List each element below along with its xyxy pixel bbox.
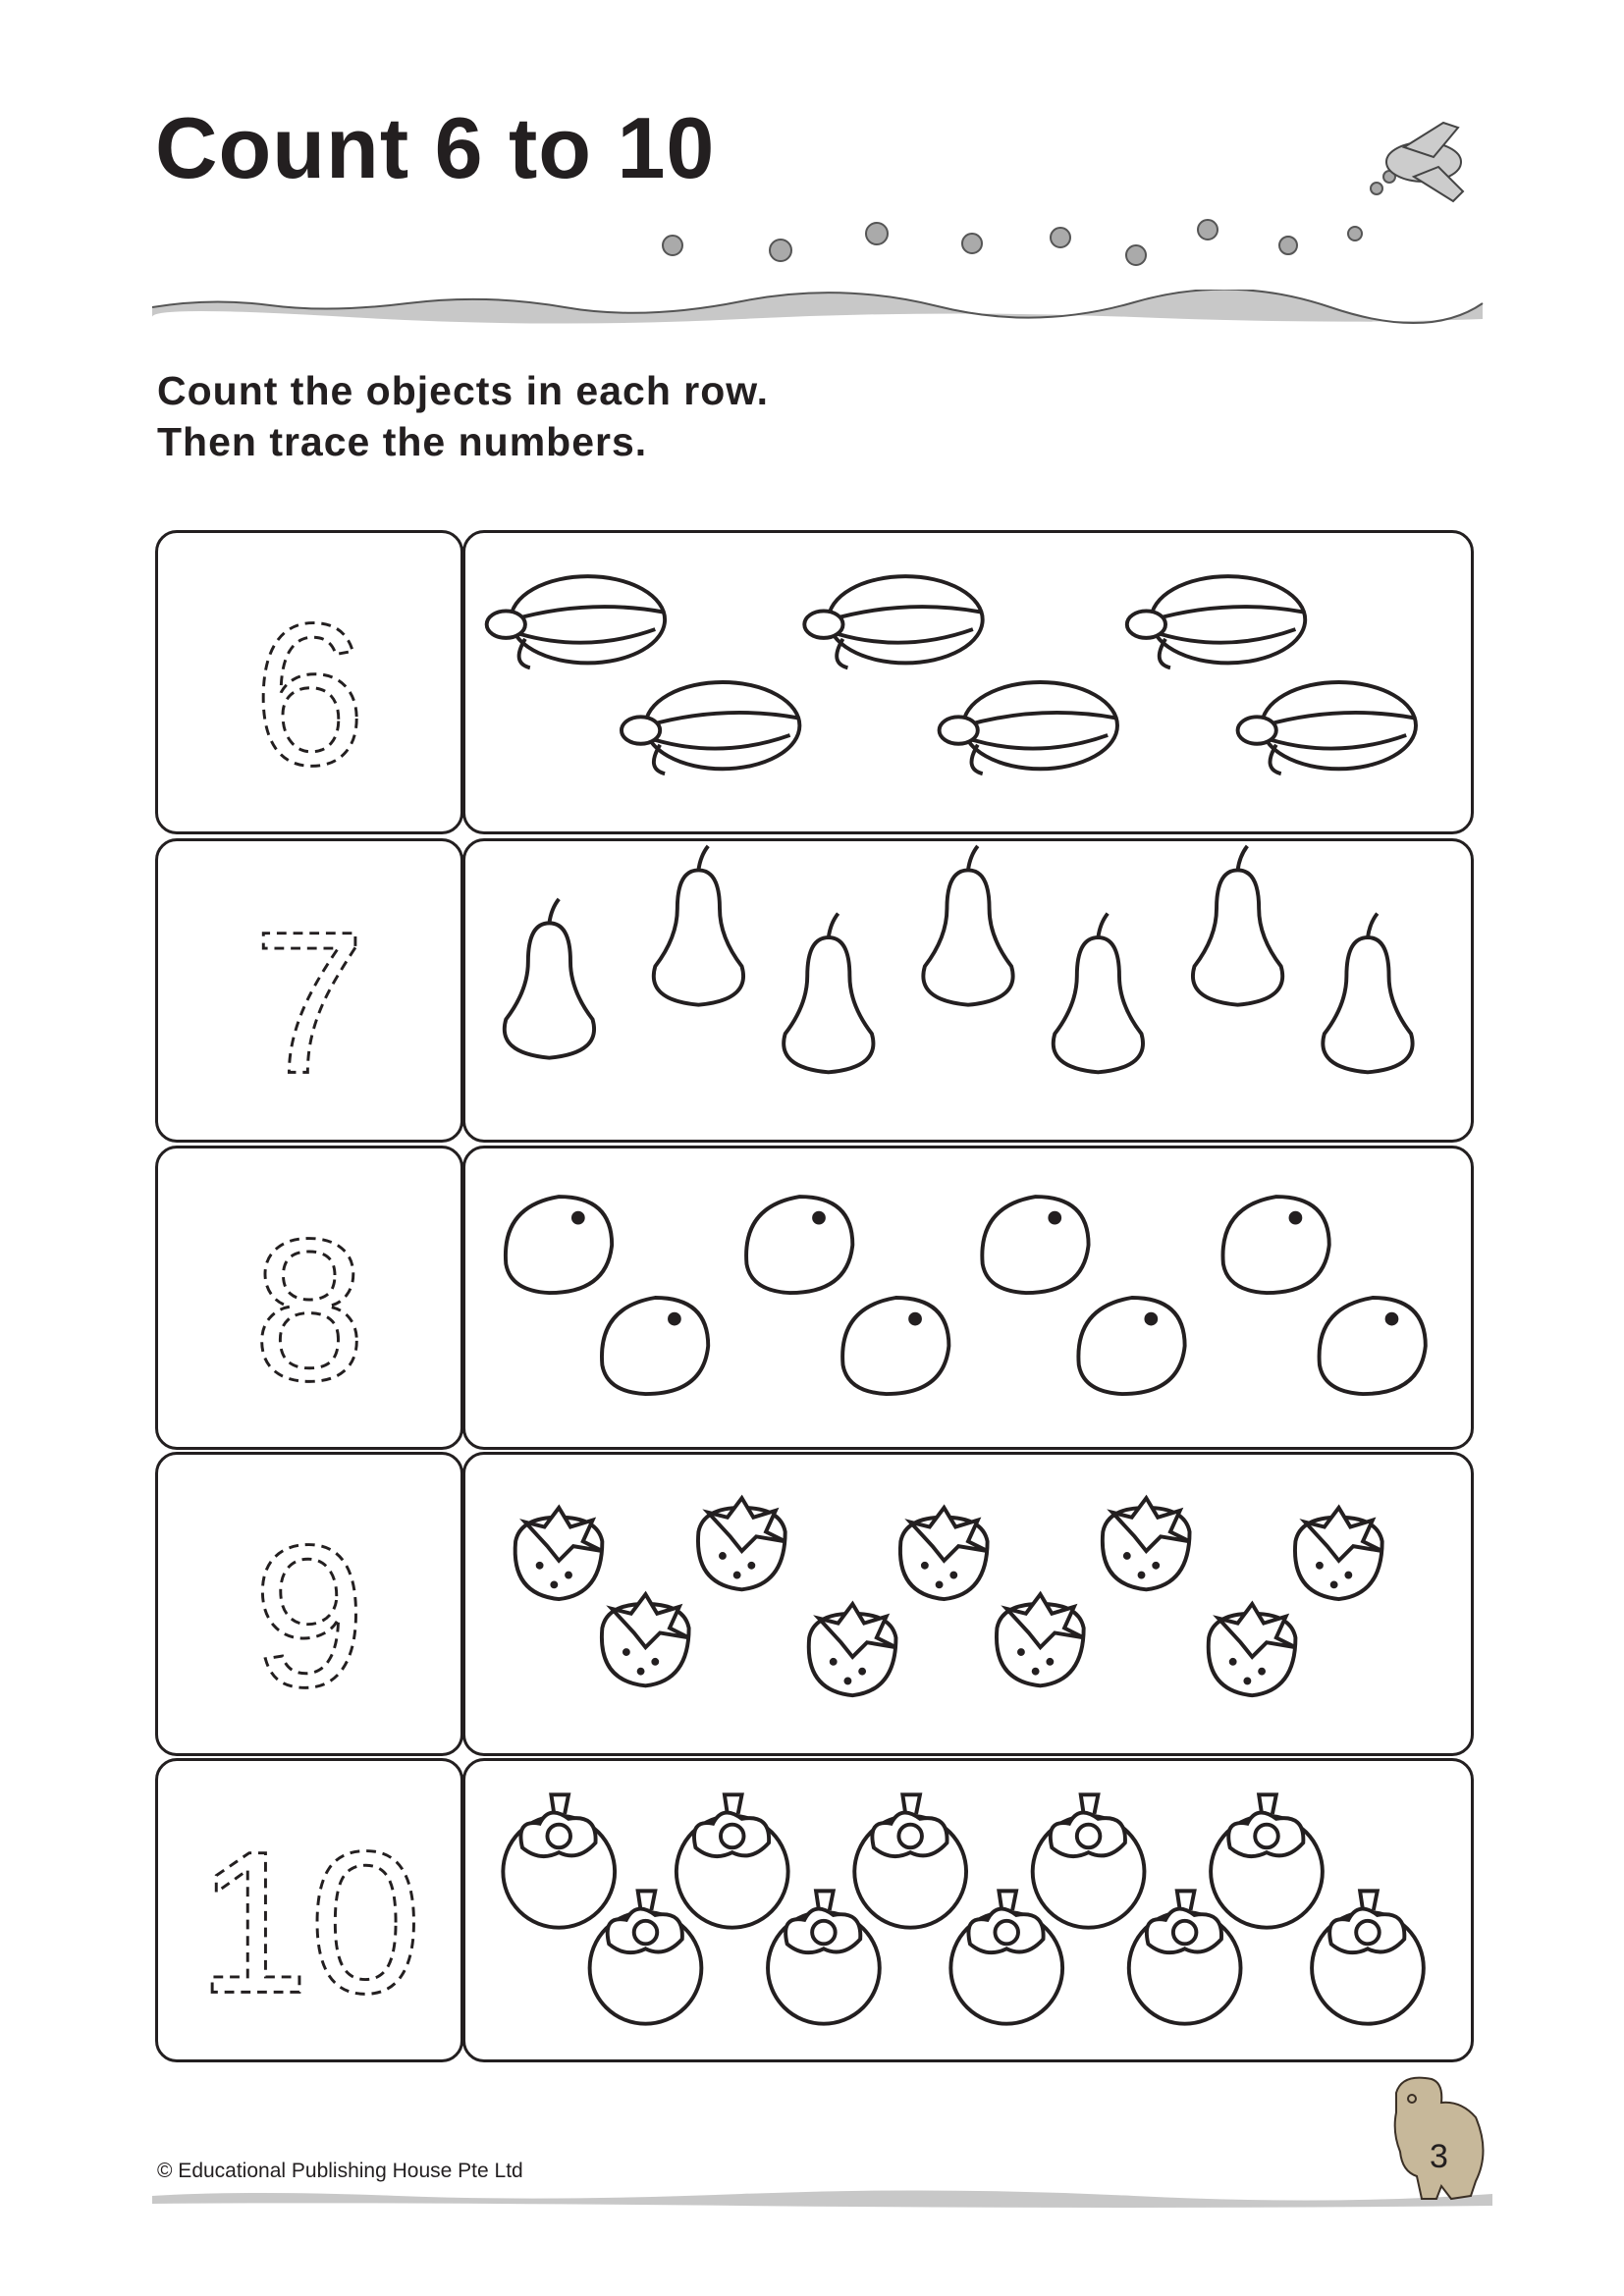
strawberry-icon: [602, 1594, 689, 1685]
fruit-row-box: [462, 1758, 1474, 2062]
number-trace-box[interactable]: [155, 1452, 463, 1756]
page-number: 3: [1430, 2138, 1448, 2175]
lemon-icon: [506, 1197, 612, 1293]
traceable-number[interactable]: 10: [196, 1809, 422, 2036]
mangosteen-icon: [854, 1794, 966, 1927]
mangosteen-icon: [1129, 1891, 1241, 2023]
mangosteen-icon: [950, 1891, 1062, 2023]
instruction-line: Count the objects in each row.: [157, 368, 770, 413]
number-trace-box[interactable]: [155, 838, 463, 1143]
mangosteen-icon: [590, 1891, 702, 2023]
starfruit-icon: [940, 682, 1117, 774]
strawberry-icon: [515, 1508, 603, 1599]
strawberry-icon: [698, 1498, 785, 1589]
lemon-icon: [1078, 1298, 1184, 1394]
lemon-icon: [602, 1298, 708, 1394]
strawberry-icon: [1103, 1498, 1190, 1589]
number-trace-box[interactable]: [155, 1758, 463, 2062]
fruit-row-box: [462, 530, 1474, 834]
strawberry-icon: [900, 1508, 988, 1599]
pear-icon: [923, 846, 1012, 1005]
pear-icon: [1054, 914, 1143, 1073]
pear-icon: [1193, 846, 1282, 1005]
fruit-row-box: [462, 838, 1474, 1143]
lemon-icon: [1320, 1298, 1426, 1394]
traceable-number[interactable]: 8: [252, 1197, 366, 1423]
mangosteen-icon: [1033, 1794, 1145, 1927]
fruit-row-box: [462, 1146, 1474, 1450]
strawberry-icon: [809, 1604, 896, 1695]
pear-icon: [654, 846, 743, 1005]
mangosteen-icon: [677, 1794, 788, 1927]
fruit-row-box: [462, 1452, 1474, 1756]
starfruit-icon: [804, 576, 982, 667]
lemon-icon: [842, 1298, 948, 1394]
starfruit-icon: [622, 682, 799, 774]
instruction-line: Then trace the numbers.: [157, 419, 648, 464]
strawberry-icon: [1209, 1604, 1296, 1695]
mangosteen-icon: [503, 1794, 615, 1927]
lemon-icon: [746, 1197, 852, 1293]
number-trace-box[interactable]: [155, 530, 463, 834]
starfruit-icon: [1238, 682, 1416, 774]
mangosteen-icon: [1312, 1891, 1424, 2023]
starfruit-icon: [1127, 576, 1305, 667]
page-title: Count 6 to 10: [155, 99, 716, 196]
airplane-trail-decoration: [628, 108, 1492, 275]
lemon-icon: [1222, 1197, 1328, 1293]
lemon-icon: [982, 1197, 1088, 1293]
pear-icon: [1323, 914, 1412, 1073]
traceable-number[interactable]: 6: [252, 581, 366, 808]
pear-icon: [505, 899, 594, 1058]
mangosteen-icon: [1211, 1794, 1323, 1927]
starfruit-icon: [487, 576, 665, 667]
pear-icon: [784, 914, 873, 1073]
traceable-number[interactable]: 9: [252, 1503, 366, 1730]
strawberry-icon: [997, 1594, 1084, 1685]
number-trace-box[interactable]: [155, 1146, 463, 1450]
ground-divider: [152, 290, 1488, 329]
footer-ground: [152, 2184, 1497, 2214]
copyright-text: © Educational Publishing House Pte Ltd: [157, 2160, 523, 2182]
airplane-icon: [1386, 123, 1463, 201]
mangosteen-icon: [768, 1891, 880, 2023]
instructions: [157, 365, 769, 467]
traceable-number[interactable]: 7: [252, 889, 366, 1116]
strawberry-icon: [1295, 1508, 1382, 1599]
